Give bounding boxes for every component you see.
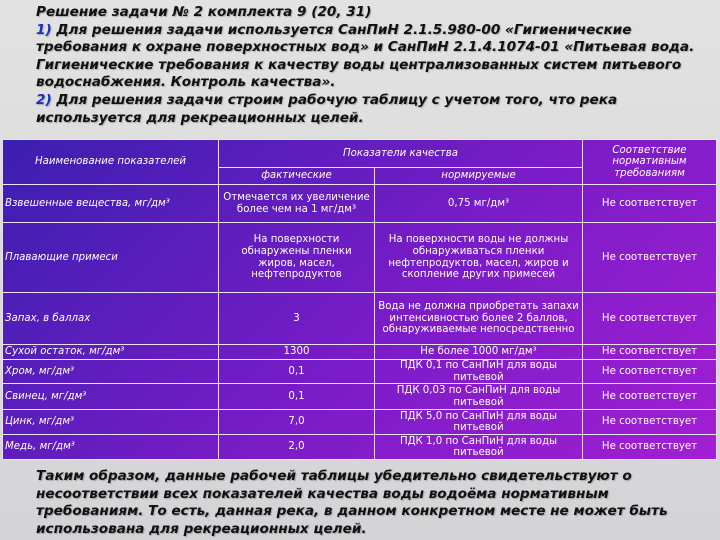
header-indicator-name: Наименование показателей	[3, 140, 219, 185]
row-compliance: Не соответствует	[583, 345, 717, 360]
row-normative-value: Вода не должна приобретать запахи интенсивностью более 2 баллов, обнаруживаемые непосредственно	[375, 293, 583, 345]
row-indicator-name: Сухой остаток, мг/дм³	[3, 345, 219, 360]
row-indicator-name: Цинк, мг/дм³	[3, 410, 219, 435]
row-normative-value: На поверхности воды не должны обнаруживаться пленки нефтепродуктов, масел, жиров и скопление других примесей	[375, 223, 583, 293]
table-row	[3, 410, 717, 435]
row-actual-value: На поверхности обнаружены пленки жиров, масел, нефтепродуктов	[219, 223, 375, 293]
row-actual-value: 0,1	[219, 384, 375, 410]
row-actual-value: 7,0	[219, 410, 375, 435]
row-indicator-name: Медь, мг/дм³	[3, 435, 219, 460]
row-compliance: Не соответствует	[583, 360, 717, 384]
conclusion-block	[8, 468, 714, 538]
row-compliance: Не соответствует	[583, 185, 717, 223]
table-row	[3, 345, 717, 360]
row-normative-value: ПДК 1,0 по СанПиН для воды питьевой	[375, 435, 583, 460]
row-compliance: Не соответствует	[583, 384, 717, 410]
table-header-row	[3, 140, 717, 168]
row-compliance: Не соответствует	[583, 223, 717, 293]
table-row	[3, 384, 717, 410]
table-row	[3, 435, 717, 460]
row-indicator-name: Хром, мг/дм³	[3, 360, 219, 384]
solution-title: Решение задачи № 2 комплекта 9 (20, 31)	[36, 4, 372, 20]
row-actual-value: 0,1	[219, 360, 375, 384]
row-actual-value: 3	[219, 293, 375, 345]
row-normative-value: 0,75 мг/дм³	[375, 185, 583, 223]
paragraph-2-text: Для решения задачи строим рабочую таблицу с учетом того, что река используется для рекреационных целей.	[36, 91, 618, 126]
intro-paragraph-1	[8, 22, 714, 92]
row-compliance: Не соответствует	[583, 435, 717, 460]
table-row	[3, 293, 717, 345]
table-row	[3, 360, 717, 384]
header-actual: фактические	[219, 168, 375, 185]
header-compliance: Соответствие нормативным требованиям	[583, 140, 717, 185]
table-row	[3, 223, 717, 293]
row-indicator-name: Запах, в баллах	[3, 293, 219, 345]
row-normative-value: Не более 1000 мг/дм³	[375, 345, 583, 360]
row-indicator-name: Взвешенные вещества, мг/дм³	[3, 185, 219, 223]
header-quality-group: Показатели качества	[219, 140, 583, 168]
row-compliance: Не соответствует	[583, 293, 717, 345]
intro-text	[8, 4, 714, 127]
row-actual-value: Отмечается их увеличение более чем на 1 мг/дм³	[219, 185, 375, 223]
table-row	[3, 185, 717, 223]
paragraph-1-text: Для решения задачи используется СанПиН 2.1.5.980-00 «Гигиенические требования к охране поверхностных вод» и СанПиН 2.1.4.1074-01 «Питьевая вода. Гигиенические требования к качеству воды централизованных систем питьевого водоснабжения. Контроль качества».	[36, 21, 695, 91]
row-indicator-name: Плавающие примеси	[3, 223, 219, 293]
row-normative-value: ПДК 5,0 по СанПиН для воды питьевой	[375, 410, 583, 435]
conclusion-text: Таким образом, данные рабочей таблицы убедительно свидетельствуют о несоответствии всех показателей качества воды водоёма нормативным требованиям. То есть, данная река, в данном конкретном месте не может быть использована для рекреационных целей.	[36, 468, 668, 537]
paragraph-2-number: 2)	[36, 91, 52, 108]
row-normative-value: ПДК 0,03 по СанПиН для воды питьевой	[375, 384, 583, 410]
row-compliance: Не соответствует	[583, 410, 717, 435]
water-quality-table	[2, 139, 717, 460]
paragraph-1-number: 1)	[36, 21, 52, 38]
row-indicator-name: Свинец, мг/дм³	[3, 384, 219, 410]
header-normative: нормируемые	[375, 168, 583, 185]
row-normative-value: ПДК 0,1 по СанПиН для воды питьевой	[375, 360, 583, 384]
intro-paragraph-2	[8, 92, 714, 127]
row-actual-value: 1300	[219, 345, 375, 360]
row-actual-value: 2,0	[219, 435, 375, 460]
